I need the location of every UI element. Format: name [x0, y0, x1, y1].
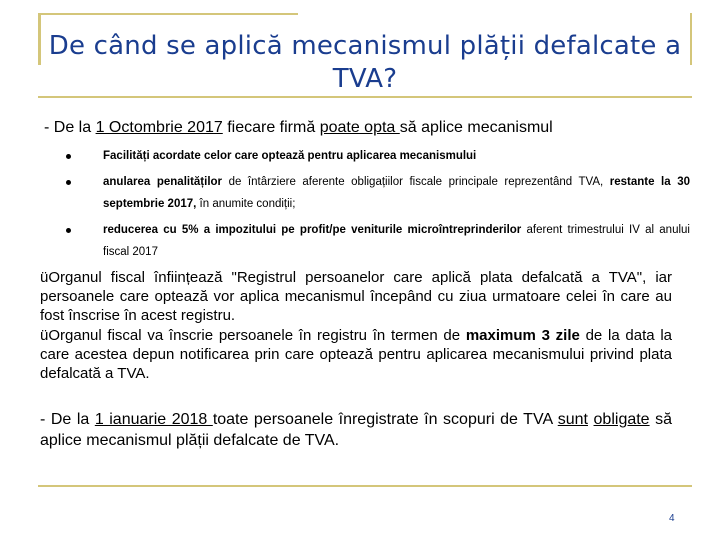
bullet-text-bold: anularea penalităților	[103, 176, 223, 188]
intro-option: poate opta	[319, 119, 400, 136]
final-mid: toate persoanele înregistrate în scopuri de TVA	[212, 411, 558, 428]
registry-text: Organul fiscal înființează "Registrul persoanelor care aplică plata defalcată a TVA", iar persoanele care optează vor aplica mecanismul începând cu ziua urmatoare celei în care au fost înscrise în acest registru.	[40, 269, 672, 325]
intro-mid: fiecare firmă	[222, 119, 320, 136]
bullet-dot-icon	[66, 228, 71, 233]
registry-paragraphs	[40, 268, 672, 383]
bullet-dot-icon	[66, 180, 71, 185]
final-must-1: sunt	[557, 411, 588, 428]
list-item	[66, 145, 690, 167]
final-suffix: să aplice mecanismul plății defalcate de TVA.	[40, 411, 672, 449]
frame-top-line	[38, 13, 298, 15]
intro-prefix: - De la	[44, 119, 96, 136]
title-divider	[38, 96, 692, 98]
bullet-text: Facilități acordate celor care optează pentru aplicarea mecanismului	[103, 150, 477, 162]
list-item	[66, 219, 690, 263]
registry-paragraph	[40, 268, 672, 326]
page-number: 4	[669, 513, 675, 524]
bullet-text-bold: reducerea cu 5% a impozitului pe profit/pe veniturile microîntreprinderilor	[103, 224, 522, 236]
final-prefix: - De la	[40, 411, 95, 428]
bullet-dot-icon	[66, 154, 71, 159]
checkmark-icon: ü	[40, 326, 49, 344]
bullet-text-bold: restante la 30 septembrie 2017,	[103, 176, 690, 210]
bullet-text: de întârziere aferente obligațiilor fiscale principale reprezentând TVA,	[222, 176, 610, 188]
facilities-list	[66, 145, 690, 267]
frame-right-line	[690, 13, 692, 65]
intro-date: 1 Octombrie 2017	[95, 119, 223, 136]
final-date: 1 ianuarie 2018	[94, 411, 213, 428]
intro-line	[44, 118, 553, 138]
enrollment-paragraph	[40, 326, 672, 384]
list-item	[66, 171, 690, 215]
enrollment-text-pre: Organul fiscal va înscrie persoanele în registru în termen de	[48, 326, 466, 344]
final-must-2: obligate	[593, 411, 650, 428]
bullet-text: în anumite condiții;	[196, 198, 296, 210]
slide-title: De când se aplică mecanismul plății defalcate a TVA?	[48, 31, 682, 94]
intro-suffix: să aplice mecanismul	[399, 119, 553, 136]
checkmark-icon: ü	[40, 269, 49, 286]
footer-divider	[38, 485, 692, 487]
mandatory-paragraph	[40, 409, 672, 451]
bullet-text: aferent trimestrului IV al anului fiscal 2017	[103, 224, 690, 258]
enrollment-deadline: maximum 3 zile	[465, 326, 580, 344]
enrollment-text-post: de la data la care acestea depun notificarea prin care optează pentru aplicarea mecanismului privind plata defalcată a TVA.	[40, 326, 672, 383]
